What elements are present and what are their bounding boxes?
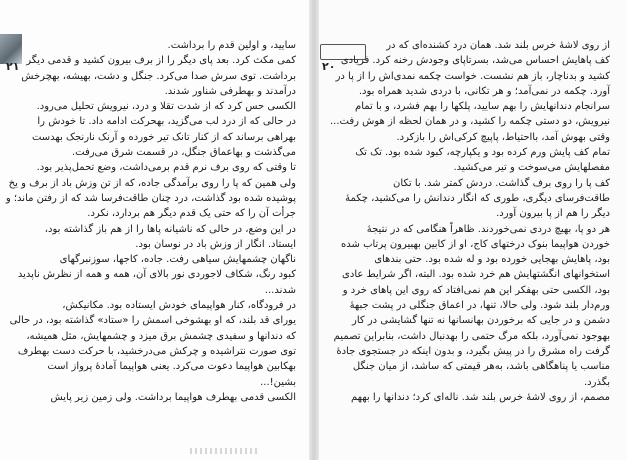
text-line: بشین!... — [260, 376, 296, 388]
text-line: ورم‌دار بلند شود. ولی حالا، تنها، در اعماق جنگلی در پشت جبههٔ — [349, 300, 610, 312]
book-gutter — [309, 0, 319, 460]
text-line: درآمدند و بهطرفی شناور شدند. — [164, 85, 296, 97]
text-line: سرانجام دندانهایش را بهم سایید، پلکها را بهم فشرد، و با تمام — [355, 101, 610, 113]
text-line: بهکابین هواپیما دعوت می‌کرد. یعنی هواپیما آمادهٔ پرواز است — [47, 361, 296, 373]
text-line: آورد. چکمه در نمی‌آمد؛ و هر تکانی، با دردی شدید همراه بود. — [358, 85, 610, 97]
text-line: توی صورت نتراشیده و چرکش می‌درخشید، با حرکت دست بهطرف — [17, 345, 296, 357]
text-line: بهراهی برساند که از کنار تانک تیر خورده و آرنک نارنجک بهدست — [31, 131, 296, 143]
text-line: استخوانهای انگشتهایش هم خرد شده بود. البته، اگر شرایط عادی — [342, 269, 610, 281]
text-line: کف پا را روی برف گذاشت. دردش کمتر شد. با تکان — [392, 177, 610, 189]
text-line: از روی لاشهٔ خرس بلند شد. همان درد کشنده‌ای که در — [386, 40, 610, 51]
right-page-text — [332, 38, 610, 405]
text-line: مناسب یا پناهگاهی باشد، به‌هر قیمتی که ساشد، از میان جنگل — [352, 361, 610, 373]
right-page-number: ۲۰ — [322, 60, 336, 73]
text-line: پوشیده شده بود گذاشت، درد چنان طاقت‌فرسا شد که از رفتن ماند؛ و — [5, 192, 296, 204]
text-line: ولی همین که پا را روی برآمدگی جاده، که از تن وزش باد از برف و یخ — [8, 177, 296, 189]
text-line: طاقت‌فرسای دیگری، طوری که انگار دندانش را می‌کشید، چکمهٔ — [345, 192, 610, 204]
text-line: مفصلهایش می‌سوخت و تیر می‌کشید. — [453, 162, 610, 174]
text-line: برداشت. توی سرش صدا می‌کرد. جنگل و دشت، بهیشه، بهچرخش — [21, 70, 296, 82]
text-line: می‌گذشت و بهاعماق جنگل، در قسمت شرق می‌رفت. — [71, 147, 296, 159]
text-line: کف پاهایش احساس می‌شد، بسرتاپای وجودش رخنه کرد. فریادی — [340, 55, 610, 67]
scan-artifact — [190, 448, 260, 454]
text-line: الکسی حس کرد که از شدت تقلا و درد، نیرویش تحلیل می‌رود. — [36, 101, 296, 113]
text-line: گرفت راه مشرق را در پیش بگیرد، و بدون اینکه در جستجوی جادهٔ — [336, 345, 610, 357]
text-line: کبود رنگ، شکاف لاجوردی نور بالای آن، همه و همه از نظرش ناپدید — [17, 269, 296, 281]
text-line: تا وقتی که روی برف نرم قدم برمی‌داشت، وضع تحمل‌پذیر بود. — [36, 162, 296, 174]
text-line: تمام کف پایش ورم کرده بود و یکپارچه، کبود شده بود. تک تک — [355, 147, 610, 159]
text-line: کمی مکث کرد. بعد پای دیگر را از برف بیرون کشید و قدمی دیگر — [26, 55, 296, 67]
text-line: که دندانها و سفیدی چشمش برق میزد و چشمهایش، مثل همیشه، — [26, 330, 296, 342]
text-line: وقتی بهوش آمد، بااحتیاط، پاپیچ کرکی‌اش را بازکرد. — [396, 131, 610, 143]
text-line: مصمم، از روی لاشهٔ خرس بلند شد. ناله‌ای کرد؛ دندانها را بههم — [351, 391, 610, 403]
text-line: خوردن هواپیما بنوک درختهای کاج، او از کابین بهبیرون پرتاب شده — [341, 238, 610, 250]
text-line: ناگهان چشمهایش سیاهی رفت. جاده، کاجها، سوزنبرگهای — [59, 254, 296, 266]
text-line: سایید، و اولین قدم را برداشت. — [167, 40, 296, 51]
text-line: کشید و بدناچار، باز هم نشست. خواست چکمه نمدی‌اش را از پا در — [335, 70, 610, 82]
text-line: بهوجود نمی‌آورد، بلکه مرگ حتمی را بهدنبال داشت، بنابراین تصمیم — [333, 330, 610, 342]
text-line: بود، الکسی حتی بهفکر این هم نمی‌افتاد که روی این پاهای خرد و — [342, 284, 610, 296]
text-line: یورای قد بلند، که او بهشوخی اسمش را «ستاد» گذاشته بود، در حالی — [9, 315, 296, 327]
text-line: بگذرد. — [583, 376, 610, 388]
text-line: در فرودگاه، کنار هواپیمای خودش ایستاده بود. مکانیکش، — [62, 300, 296, 312]
text-line: دیگر را هم از پا بیرون آورد. — [496, 208, 610, 220]
text-line: الکسی قدمی بهطرف هواپیما برداشت. ولی زمین زیر پایش — [50, 391, 296, 403]
text-line: نیرویش، دو دستی چکمه را کشید، و در همان لحظه از هوش رفت... — [330, 116, 610, 128]
text-line: هر دو پا، بهیچ دردی نمی‌خوردند. ظاهراً هنگامی که در نتیجهٔ — [366, 223, 610, 235]
text-line: جرأت آن را که حتی یک قدم دیگر هم بردارد، نکرد. — [87, 208, 296, 220]
text-line: شدند... — [264, 284, 296, 296]
text-line: در این وضع، در حالی که ناشیانه پاها را از هم باز گذاشته بود، — [44, 223, 296, 235]
right-page — [314, 0, 627, 460]
text-line: در حالی که از درد لب می‌گزید، بهحرکت ادامه داد. تا خودش را — [37, 116, 296, 128]
text-line: بود، پاهایش بهجایی خورده بود و له شده بود. حتی بندهای — [374, 254, 610, 266]
left-page-number: ۲۱ — [6, 60, 20, 73]
text-line: ایستاد. انگار از وزش باد در نوسان بود. — [135, 238, 296, 250]
text-line: دشمن و در جایی که برخوردن بهانسانها نه تنها گشایشی در کار — [352, 315, 610, 327]
